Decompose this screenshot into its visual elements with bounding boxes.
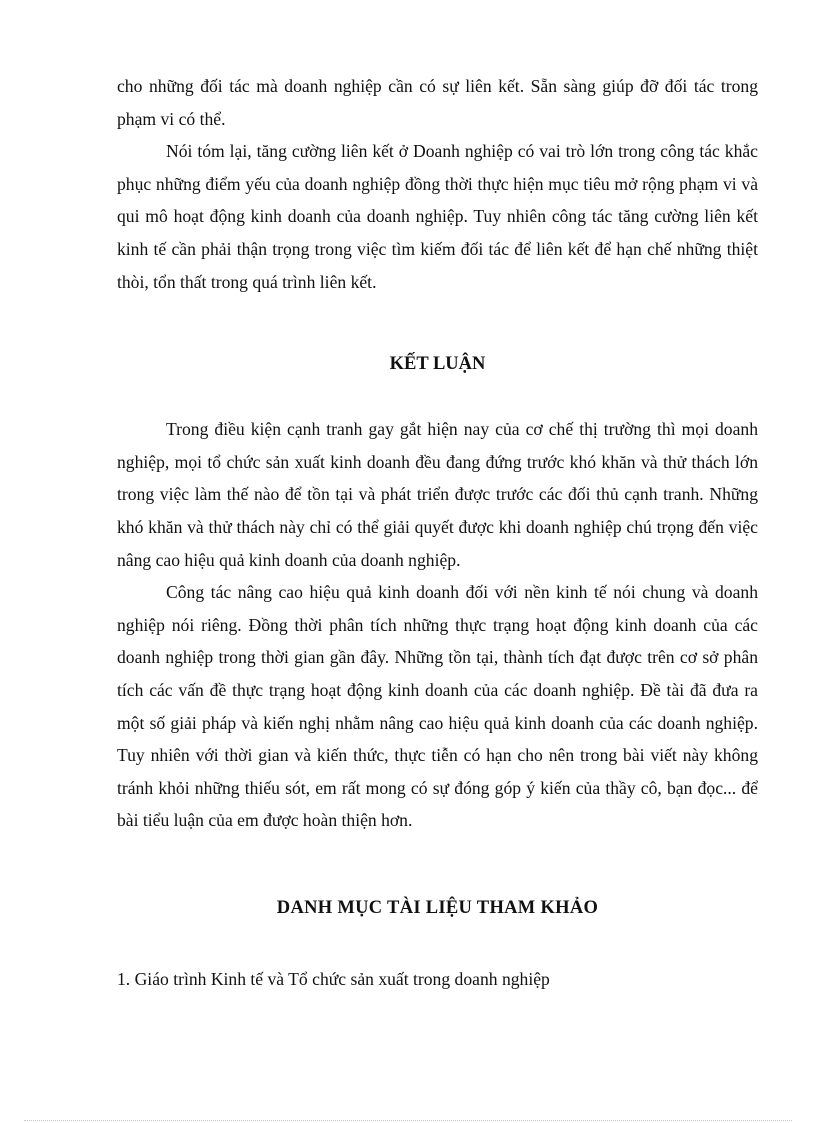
conclusion-paragraph-1: Trong điều kiện cạnh tranh gay gắt hiện nay của cơ chế thị trường thì mọi doanh nghiệp, mọi tổ chức sản xuất kinh doanh đều đang đứng trước khó khăn và thử thách lớn trong việc làm thế nào để tồn tại và phát triển được trước các đối thủ cạnh tranh. Những khó khăn và thử thách này chỉ có thể giải quyết được khi doanh nghiệp chú trọng đến việc nâng cao hiệu quả kinh doanh của doanh nghiệp.: [117, 419, 758, 570]
page-bottom-divider: [24, 1120, 792, 1121]
intro-paragraph: cho những đối tác mà doanh nghiệp cần có sự liên kết. Sẵn sàng giúp đỡ đối tác trong phạm vi có thể.: [117, 76, 758, 129]
references-heading: DANH MỤC TÀI LIỆU THAM KHẢO: [276, 897, 599, 918]
reference-item: 1. Giáo trình Kinh tế và Tổ chức sản xuất trong doanh nghiệp: [117, 968, 550, 989]
summary-paragraph: Nói tóm lại, tăng cường liên kết ở Doanh nghiệp có vai trò lớn trong công tác khắc phục những điểm yếu của doanh nghiệp đồng thời thực hiện mục tiêu mở rộng phạm vi và qui mô hoạt động kinh doanh của doanh nghiệp. Tuy nhiên công tác tăng cường liên kết kinh tế cần phải thận trọng trong việc tìm kiếm đối tác để liên kết để hạn chế những thiệt thòi, tổn thất trong quá trình liên kết.: [117, 141, 758, 292]
conclusion-heading: KẾT LUẬN: [389, 354, 486, 375]
conclusion-paragraph-2: Công tác nâng cao hiệu quả kinh doanh đối với nền kinh tế nói chung và doanh nghiệp nói riêng. Đồng thời phân tích những thực trạng hoạt động kinh doanh của các doanh nghiệp trong thời gian gần đây. Những tồn tại, thành tích đạt được trên cơ sở phân tích các vấn đề thực trạng hoạt động kinh doanh của các doanh nghiệp. Đề tài đã đưa ra một số giải pháp và kiến nghị nhằm nâng cao hiệu quả kinh doanh của các doanh nghiệp. Tuy nhiên với thời gian và kiến thức, thực tiễn có hạn cho nên trong bài viết này không tránh khỏi những thiếu sót, em rất mong có sự đóng góp ý kiến của thầy cô, bạn đọc... để bài tiểu luận của em được hoàn thiện hơn.: [117, 582, 758, 831]
document-body: [117, 70, 758, 995]
